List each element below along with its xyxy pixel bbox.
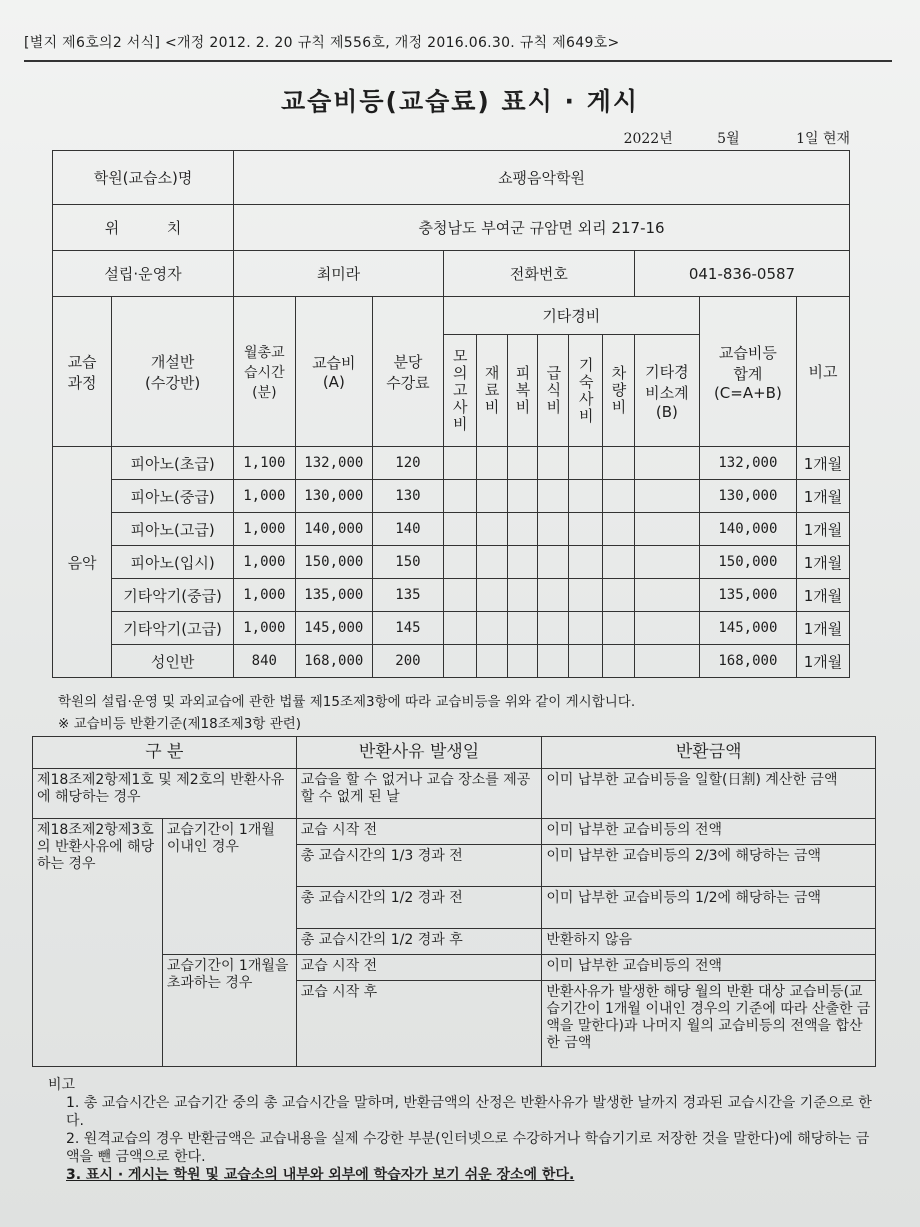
table-row xyxy=(53,645,850,678)
note: 1개월 xyxy=(796,447,849,480)
col-class: 개설반 (수강반) xyxy=(112,297,234,447)
remarks-section xyxy=(48,1076,878,1184)
refund-h-amount: 반환금액 xyxy=(542,737,876,769)
refund-reason: 교습 시작 전 xyxy=(296,955,542,981)
class-name: 피아노(초급) xyxy=(112,447,234,480)
note: 1개월 xyxy=(796,612,849,645)
per-minute: 145 xyxy=(373,612,444,645)
tuition: 135,000 xyxy=(295,579,373,612)
refund-caption: ※ 교습비등 반환기준(제18조제3항 관련) xyxy=(58,716,302,732)
document-title: 교습비등(교습료) 표시 · 게시 xyxy=(280,87,640,116)
refund-subcategory: 교습기간이 1개월 이내인 경우 xyxy=(162,819,296,955)
total: 130,000 xyxy=(699,480,796,513)
tuition: 150,000 xyxy=(295,546,373,579)
monthly-hours: 1,000 xyxy=(234,612,295,645)
col-monthly-hours: 월총교 습시간 (분) xyxy=(234,297,295,447)
refund-row xyxy=(33,769,876,819)
refund-amount: 반환하지 않음 xyxy=(542,929,876,955)
class-name: 성인반 xyxy=(112,645,234,678)
class-name: 기타악기(중급) xyxy=(112,579,234,612)
note: 1개월 xyxy=(796,513,849,546)
date-day: 1일 현재 xyxy=(796,131,850,147)
refund-reason: 총 교습시간의 1/2 경과 후 xyxy=(296,929,542,955)
per-minute: 120 xyxy=(373,447,444,480)
refund-row xyxy=(33,819,876,845)
refund-h-reason: 반환사유 발생일 xyxy=(296,737,542,769)
refund-h-category: 구 분 xyxy=(33,737,297,769)
top-rule xyxy=(24,60,892,62)
phone-value: 041-836-0587 xyxy=(634,251,849,297)
table-row xyxy=(53,480,850,513)
class-name: 피아노(입시) xyxy=(112,546,234,579)
col-course: 교습 과정 xyxy=(53,297,112,447)
total: 140,000 xyxy=(699,513,796,546)
col-dorm: 기숙사비 xyxy=(569,335,603,447)
operator-name: 최미라 xyxy=(234,251,444,297)
refund-table xyxy=(32,736,876,1067)
table-row xyxy=(53,579,850,612)
per-minute: 200 xyxy=(373,645,444,678)
refund-amount: 이미 납부한 교습비등의 1/2에 해당하는 금액 xyxy=(542,887,876,929)
header-row-1 xyxy=(53,297,850,335)
monthly-hours: 1,000 xyxy=(234,546,295,579)
refund-amount: 이미 납부한 교습비등의 전액 xyxy=(542,819,876,845)
refund-reason: 교습을 할 수 없거나 교습 장소를 제공할 수 없게 된 날 xyxy=(296,769,542,819)
date-month: 5월 xyxy=(717,131,740,147)
table-row xyxy=(53,447,850,480)
location-label: 위 치 xyxy=(53,205,234,251)
phone-label: 전화번호 xyxy=(443,251,634,297)
note: 1개월 xyxy=(796,480,849,513)
location-value: 충청남도 부여군 규암면 외리 217-16 xyxy=(234,205,850,251)
remarks-label: 비고 xyxy=(48,1077,76,1093)
info-row-location xyxy=(53,205,850,251)
note: 1개월 xyxy=(796,645,849,678)
monthly-hours: 1,000 xyxy=(234,513,295,546)
operator-label: 설립·운영자 xyxy=(53,251,234,297)
refund-amount: 이미 납부한 교습비등을 일할(日割) 계산한 금액 xyxy=(542,769,876,819)
per-minute: 130 xyxy=(373,480,444,513)
class-name: 피아노(고급) xyxy=(112,513,234,546)
posting-notice: 학원의 설립·운영 및 과외교습에 관한 법률 제15조제3항에 따라 교습비등을 위와 같이 게시합니다. xyxy=(58,694,636,710)
refund-reason: 교습 시작 후 xyxy=(296,981,542,1067)
table-row xyxy=(53,513,850,546)
note: 1개월 xyxy=(796,579,849,612)
col-clothing: 피복비 xyxy=(507,335,538,447)
refund-amount: 이미 납부한 교습비등의 전액 xyxy=(542,955,876,981)
remark-3: 3. 표시 · 게시는 학원 및 교습소의 내부와 외부에 학습자가 보기 쉬운 장소에 한다. xyxy=(66,1167,575,1183)
monthly-hours: 1,000 xyxy=(234,579,295,612)
refund-amount: 반환사유가 발생한 해당 월의 반환 대상 교습비등(교습기간이 1개월 이내인 경우의 기준에 따라 산출한 금액을 말한다)과 나머지 월의 교습비등의 전액을 합산한 금액 xyxy=(542,981,876,1067)
class-name: 기타악기(고급) xyxy=(112,612,234,645)
monthly-hours: 840 xyxy=(234,645,295,678)
col-other-costs: 기타경비 xyxy=(443,297,699,335)
refund-header-row xyxy=(33,737,876,769)
col-materials: 재료비 xyxy=(476,335,507,447)
col-note: 비고 xyxy=(796,297,849,447)
info-row-academy xyxy=(53,151,850,205)
col-meals: 급식비 xyxy=(538,335,569,447)
monthly-hours: 1,100 xyxy=(234,447,295,480)
per-minute: 140 xyxy=(373,513,444,546)
tuition: 145,000 xyxy=(295,612,373,645)
refund-category: 제18조제2항제1호 및 제2호의 반환사유에 해당하는 경우 xyxy=(33,769,297,819)
col-other-subtotal: 기타경 비소계 (B) xyxy=(634,335,699,447)
total: 145,000 xyxy=(699,612,796,645)
col-per-minute: 분당 수강료 xyxy=(373,297,444,447)
per-minute: 135 xyxy=(373,579,444,612)
date-line xyxy=(616,128,850,148)
form-reference: [별지 제6호의2 서식] <개정 2012. 2. 20 규칙 제556호, 개정 2016.06.30. 규칙 제649호> xyxy=(24,35,620,51)
refund-reason: 총 교습시간의 1/2 경과 전 xyxy=(296,887,542,929)
tuition: 140,000 xyxy=(295,513,373,546)
monthly-hours: 1,000 xyxy=(234,480,295,513)
total: 168,000 xyxy=(699,645,796,678)
total: 135,000 xyxy=(699,579,796,612)
refund-reason: 총 교습시간의 1/3 경과 전 xyxy=(296,845,542,887)
info-row-operator xyxy=(53,251,850,297)
table-row xyxy=(53,612,850,645)
remark-2: 2. 원격교습의 경우 반환금액은 교습내용을 실제 수강한 부분(인터넷으로 수강하거나 학습기기로 저장한 것을 말한다)에 해당하는 금액을 뺀 금액으로 한다. xyxy=(66,1131,870,1165)
note: 1개월 xyxy=(796,546,849,579)
per-minute: 150 xyxy=(373,546,444,579)
col-tuition: 교습비 (A) xyxy=(295,297,373,447)
refund-amount: 이미 납부한 교습비등의 2/3에 해당하는 금액 xyxy=(542,845,876,887)
refund-reason: 교습 시작 전 xyxy=(296,819,542,845)
total: 150,000 xyxy=(699,546,796,579)
col-mock-exam: 모의고사비 xyxy=(443,335,476,447)
total: 132,000 xyxy=(699,447,796,480)
tuition: 132,000 xyxy=(295,447,373,480)
course-name: 음악 xyxy=(53,447,112,678)
date-year: 2022년 xyxy=(623,131,673,147)
tuition: 130,000 xyxy=(295,480,373,513)
refund-subcategory: 교습기간이 1개월을 초과하는 경우 xyxy=(162,955,296,1067)
remark-1: 1. 총 교습시간은 교습기간 중의 총 교습시간을 말하며, 반환금액의 산정은 반환사유가 발생한 날까지 경과된 교습시간을 기준으로 한다. xyxy=(66,1095,872,1129)
col-vehicle: 차량비 xyxy=(603,335,635,447)
academy-label: 학원(교습소)명 xyxy=(53,151,234,205)
academy-name: 쇼팽음악학원 xyxy=(234,151,850,205)
refund-category: 제18조제2항제3호의 반환사유에 해당하는 경우 xyxy=(33,819,163,1067)
tuition-table xyxy=(52,150,850,678)
col-total: 교습비등 합계 (C=A+B) xyxy=(699,297,796,447)
tuition: 168,000 xyxy=(295,645,373,678)
class-name: 피아노(중급) xyxy=(112,480,234,513)
table-row xyxy=(53,546,850,579)
